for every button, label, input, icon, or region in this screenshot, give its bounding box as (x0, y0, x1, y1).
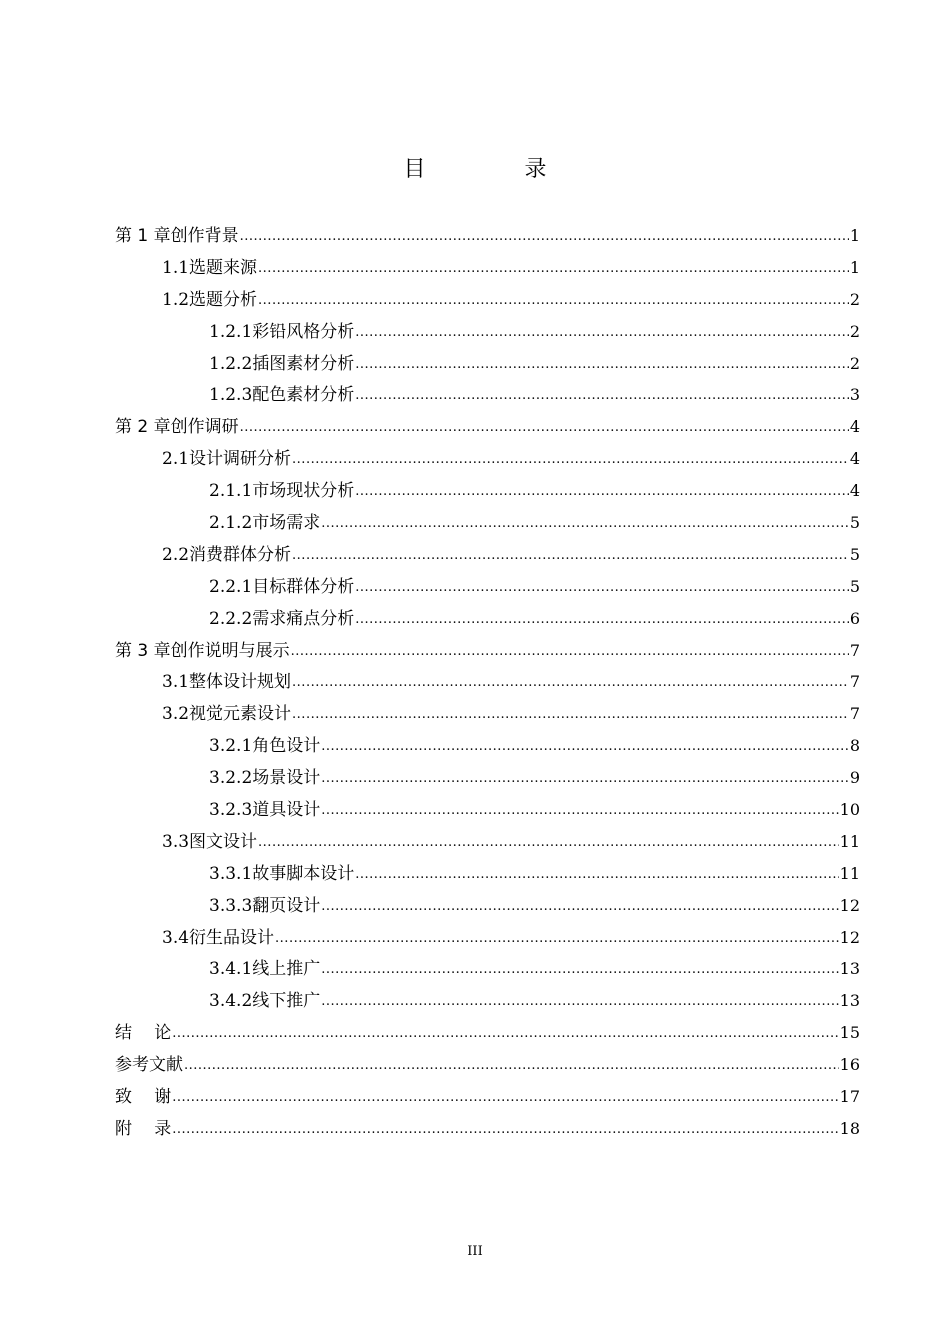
toc-entry-label: 角色设计 (252, 736, 321, 757)
dot-leader (292, 444, 849, 476)
toc-entry-label: 图文设计 (189, 831, 258, 852)
dot-leader (355, 317, 849, 349)
toc-entry-number: 2.1.2 (209, 513, 253, 534)
toc-entry[interactable] (115, 762, 860, 794)
dot-leader (321, 795, 838, 827)
toc-entry[interactable] (115, 858, 860, 890)
toc-entry-page: 5 (849, 544, 860, 564)
page-title: 目 录 (403, 157, 593, 182)
toc-entry-label: 参考文献 (115, 1055, 183, 1076)
toc-entry-number: 第 3 章 (115, 640, 171, 661)
toc-entry-page: 15 (839, 1023, 860, 1043)
toc-entry-number: 2.2 (162, 544, 190, 565)
dot-leader (172, 1018, 838, 1050)
toc-entry[interactable] (115, 794, 860, 826)
dot-leader (292, 667, 849, 699)
toc-entry-number: 3.1 (162, 672, 190, 693)
dot-leader (258, 285, 849, 317)
dot-leader (355, 349, 849, 381)
toc-entry-label: 线下推广 (252, 991, 321, 1012)
toc-entry-page: 18 (839, 1118, 860, 1138)
toc-entry-page: 7 (849, 640, 860, 660)
toc-entry-label: 谢 (154, 1087, 172, 1108)
dot-leader (172, 1114, 838, 1146)
dot-leader (321, 954, 838, 986)
toc-entry[interactable] (115, 316, 860, 348)
toc-entry-page: 12 (839, 927, 860, 947)
toc-entry[interactable] (115, 1049, 860, 1081)
toc-entry-page: 10 (839, 800, 860, 820)
dot-leader (172, 1082, 838, 1114)
toc-entry[interactable] (115, 411, 860, 443)
dot-leader (321, 986, 838, 1018)
toc-entry-page: 13 (839, 959, 860, 979)
toc-entry[interactable] (115, 443, 860, 475)
dot-leader (291, 636, 849, 668)
toc-entry-label: 目标群体分析 (252, 576, 355, 597)
toc-entry-label: 线上推广 (252, 959, 321, 980)
toc-entry[interactable] (115, 379, 860, 411)
toc-entry-label: 故事脚本设计 (252, 863, 355, 884)
toc-entry-label: 选题来源 (189, 257, 258, 278)
toc-entry[interactable] (115, 953, 860, 985)
toc-entry-label: 附 (115, 1118, 132, 1139)
toc-entry-label: 致 (115, 1087, 132, 1108)
toc-entry[interactable] (115, 890, 860, 922)
toc-entry[interactable] (115, 1113, 860, 1145)
toc-entry-page: 17 (839, 1087, 860, 1107)
toc-entry-number: 3.4.2 (209, 991, 253, 1012)
toc-entry-label: 场景设计 (252, 768, 321, 789)
toc-entry-number: 3.2.3 (209, 800, 253, 821)
toc-entry-label: 结 (115, 1023, 132, 1044)
dot-leader (355, 380, 849, 412)
toc-entry-number: 2.2.1 (209, 576, 253, 597)
dot-leader (275, 923, 839, 955)
toc-entry[interactable] (115, 666, 860, 698)
table-of-contents (115, 220, 860, 1145)
toc-entry[interactable] (115, 507, 860, 539)
toc-entry[interactable] (115, 220, 860, 252)
toc-entry-page: 2 (849, 321, 860, 341)
toc-entry-label: 创作背景 (170, 226, 239, 246)
toc-entry-label: 需求痛点分析 (252, 608, 355, 629)
toc-entry-page: 4 (849, 449, 860, 469)
toc-entry-number: 3.3 (162, 831, 190, 852)
toc-entry-number: 1.2.2 (209, 353, 253, 374)
dot-leader (355, 572, 849, 604)
toc-entry-page: 13 (839, 991, 860, 1011)
toc-entry-page: 1 (849, 226, 860, 245)
dot-leader (184, 1050, 839, 1082)
toc-entry-page: 4 (849, 417, 860, 437)
toc-entry-page: 7 (849, 672, 860, 692)
toc-entry-number: 1.2.1 (209, 321, 253, 342)
dot-leader (321, 508, 849, 540)
toc-entry-label: 录 (154, 1118, 172, 1139)
toc-entry-label: 市场现状分析 (252, 481, 355, 502)
toc-entry[interactable] (115, 348, 860, 380)
toc-entry[interactable] (115, 475, 860, 507)
toc-entry-label: 市场需求 (252, 513, 321, 534)
toc-entry-label: 视觉元素设计 (189, 704, 292, 725)
toc-entry[interactable] (115, 1017, 860, 1049)
toc-entry[interactable] (115, 922, 860, 954)
toc-entry-page: 2 (849, 353, 860, 373)
dot-leader (258, 253, 849, 285)
toc-entry[interactable] (115, 284, 860, 316)
toc-entry-number: 2.1.1 (209, 481, 253, 502)
toc-entry-label: 道具设计 (252, 800, 321, 821)
toc-entry-page: 1 (849, 257, 860, 277)
toc-entry-label: 创作调研 (170, 417, 239, 438)
toc-entry-page: 11 (839, 831, 860, 851)
dot-leader (258, 827, 839, 859)
toc-entry-page: 5 (849, 513, 860, 533)
toc-entry-page: 6 (849, 608, 860, 628)
toc-entry[interactable] (115, 826, 860, 858)
toc-entry-number: 3.2.2 (209, 768, 253, 789)
toc-entry-label: 消费群体分析 (189, 544, 292, 565)
toc-entry-label: 配色素材分析 (252, 385, 355, 406)
toc-entry-label: 整体设计规划 (189, 672, 292, 693)
toc-entry-number: 3.3.1 (209, 863, 253, 884)
dot-leader (321, 731, 849, 763)
toc-entry[interactable] (115, 603, 860, 635)
toc-entry[interactable] (115, 539, 860, 571)
toc-entry-label: 彩铅风格分析 (252, 321, 355, 342)
toc-entry-page: 9 (849, 768, 860, 788)
toc-entry-number: 1.2.3 (209, 385, 253, 406)
dot-leader (355, 604, 849, 636)
toc-entry-number: 3.2 (162, 704, 190, 725)
toc-entry-page: 8 (849, 736, 860, 756)
toc-entry-page: 7 (849, 704, 860, 724)
dot-leader (240, 412, 849, 444)
toc-entry-label: 设计调研分析 (189, 449, 292, 470)
dot-leader (321, 891, 838, 923)
toc-entry-page: 12 (839, 895, 860, 915)
toc-entry-label: 选题分析 (189, 289, 258, 310)
toc-entry-label: 创作说明与展示 (170, 640, 290, 661)
toc-entry-number: 1.2 (162, 289, 190, 310)
toc-entry-page: 16 (839, 1055, 860, 1075)
toc-entry-number: 2.1 (162, 449, 190, 470)
toc-entry-label: 翻页设计 (252, 895, 321, 916)
toc-entry[interactable] (115, 698, 860, 730)
toc-entry[interactable] (115, 1081, 860, 1113)
dot-leader (292, 699, 849, 731)
toc-entry-number: 1.1 (162, 257, 190, 278)
toc-entry-label: 插图素材分析 (252, 353, 355, 374)
toc-entry-page: 11 (839, 863, 860, 883)
toc-entry-page: 3 (849, 385, 860, 405)
dot-leader (240, 221, 849, 253)
dot-leader (355, 859, 838, 891)
toc-entry[interactable] (115, 985, 860, 1017)
toc-entry-number: 第 2 章 (115, 417, 171, 438)
toc-entry-label: 衍生品设计 (189, 927, 275, 948)
page-number-footer: III (467, 1244, 483, 1259)
toc-entry-number: 3.4.1 (209, 959, 253, 980)
toc-entry[interactable] (115, 635, 860, 667)
toc-entry-number: 3.2.1 (209, 736, 253, 757)
toc-entry-page: 5 (849, 576, 860, 596)
dot-leader (321, 763, 849, 795)
toc-entry-number: 第 1 章 (115, 226, 171, 246)
dot-leader (292, 540, 849, 572)
toc-entry[interactable] (115, 252, 860, 284)
toc-entry[interactable] (115, 730, 860, 762)
toc-entry-number: 3.4 (162, 927, 190, 948)
toc-entry-label: 论 (154, 1023, 172, 1044)
toc-entry-page: 2 (849, 289, 860, 309)
toc-entry-number: 3.3.3 (209, 895, 253, 916)
toc-entry[interactable] (115, 571, 860, 603)
toc-entry-page: 4 (849, 481, 860, 501)
toc-entry-number: 2.2.2 (209, 608, 253, 629)
dot-leader (355, 476, 849, 508)
